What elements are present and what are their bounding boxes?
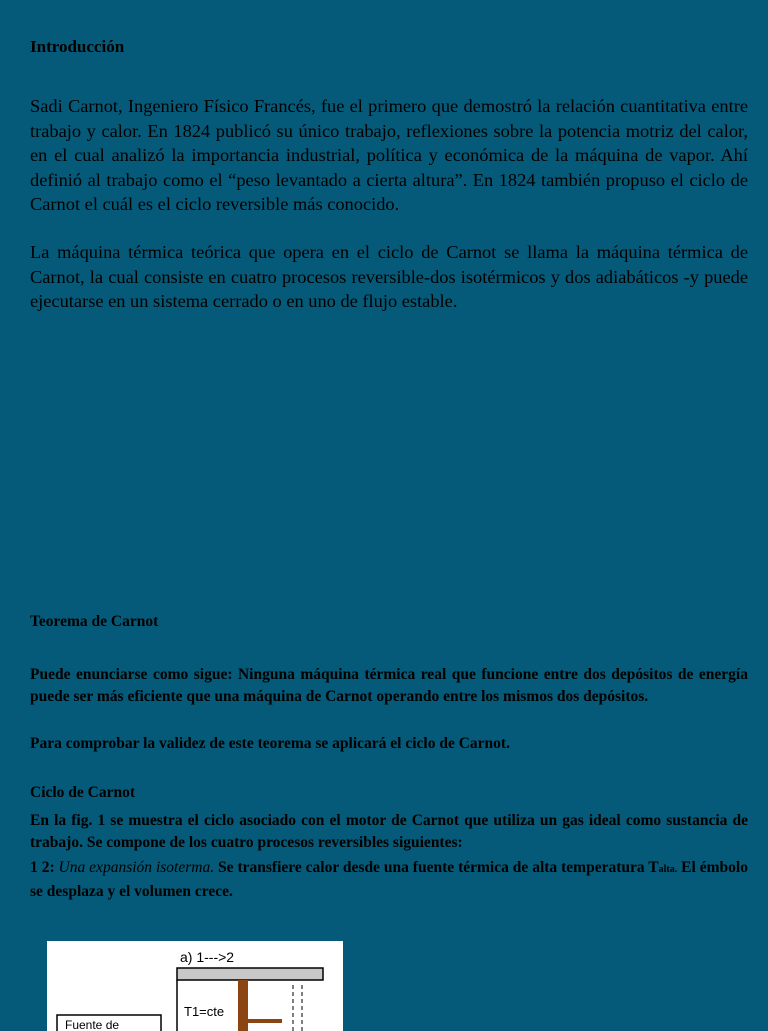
step-prefix: 1 2:: [30, 859, 59, 876]
figure-label-a: a) 1--->2: [180, 949, 235, 965]
figure-label-fuente: Fuente de: [65, 1018, 120, 1031]
step-subscript: alta.: [658, 864, 678, 875]
teorema-heading: Teorema de Carnot: [30, 613, 159, 630]
ciclo-step-1-2: [30, 857, 748, 902]
ciclo-paragraph-1: En la fig. 1 se muestra el ciclo asociado con el motor de Carnot que utiliza un gas ideal como sustancia de trabajo. Se compone de los cuatro procesos reversibles siguientes:: [30, 812, 748, 851]
step-end: El émbolo se desplaza y el volumen crece.: [30, 859, 748, 900]
teorema-paragraph-2: Para comprobar la validez de este teorema se aplicará el ciclo de Carnot.: [30, 735, 510, 752]
intro-heading: Introducción: [30, 37, 125, 56]
intro-paragraph-2: La máquina térmica teórica que opera en el ciclo de Carnot se llama la máquina térmica de Carnot, la cual consiste en cuatro procesos reversible-dos isotérmicos y dos adiabáticos -y puede ejecutarse en un sistema cerrado o en uno de flujo estable.: [30, 242, 748, 312]
figure-drawing: [47, 941, 343, 1031]
piston-plate: [177, 968, 323, 980]
piston-rod: [238, 980, 248, 1031]
intro-paragraph-1: Sadi Carnot, Ingeniero Físico Francés, fue el primero que demostró la relación cuantitativa entre trabajo y calor. En 1824 publicó su único trabajo, reflexiones sobre la potencia motriz del calor, en el cual analizó la importancia industrial, política y económica de la máquina de vapor. Ahí definió al trabajo como el “peso levantado a cierta altura”. En 1824 también propuso el ciclo de Carnot el cuál es el ciclo reversible más conocido.: [30, 96, 748, 215]
teorema-paragraph-1: Puede enunciarse como sigue: Ninguna máquina térmica real que funcione entre dos depósitos de energía puede ser más eficiente que una máquina de Carnot operando entre los mismos dos depósitos.: [30, 666, 748, 705]
carnot-figure: [47, 941, 343, 1031]
step-text: Se transfiere calor desde una fuente térmica de alta temperatura T: [214, 859, 659, 876]
ciclo-heading: Ciclo de Carnot: [30, 784, 136, 801]
step-italic: Una expansión isoterma.: [58, 859, 215, 876]
figure-label-t1: T1=cte: [184, 1004, 225, 1019]
